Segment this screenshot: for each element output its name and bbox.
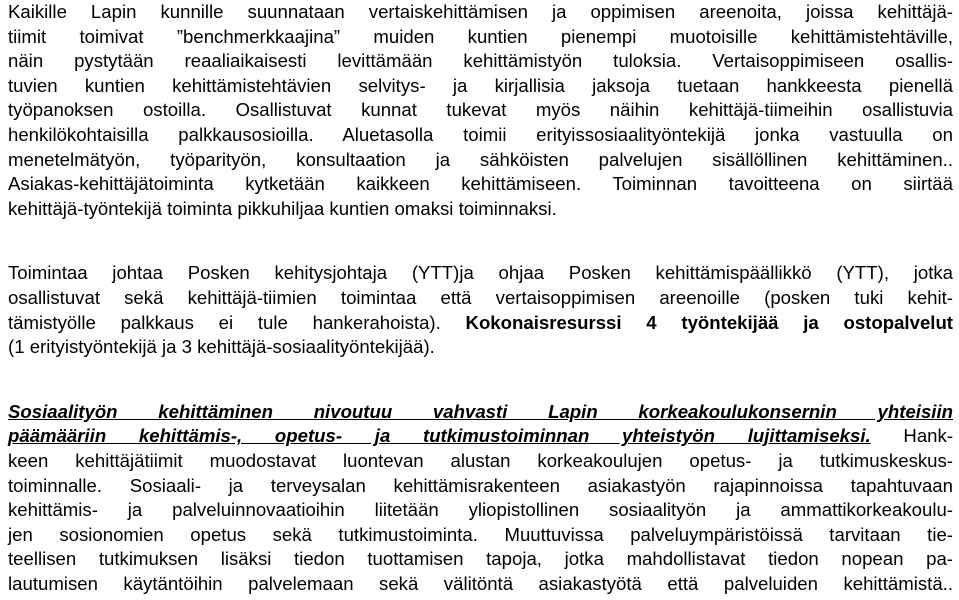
emphasized-heading-text: päämääriin kehittämis-, opetus- ja tutkimustoiminnan yhteistyön lujittamiseksi. <box>8 425 871 447</box>
text-line: keen kehittäjätiimit muodostavat luontevan alustan korkeakoulujen opetus- ja tutkimuskeskus- <box>8 449 953 471</box>
paragraph-3 <box>8 400 953 597</box>
text-line: päämääriin kehittämis-, opetus- ja tutkimustoiminnan yhteistyön lujittamiseksi. Hank- <box>8 425 954 447</box>
text-line: tuvien kuntien kehittämistehtävien selvitys- ja kirjallisia jaksoja tuetaan hankkeesta pienellä <box>8 74 953 96</box>
bold-resource-text: Kokonaisresurssi 4 työntekijää ja ostopalvelut <box>465 311 953 333</box>
text-line: kehittämis- ja palveluinnovaatioihin liitetään yliopistollinen sosiaalityön ja ammattikorkeakoulu- <box>8 499 953 521</box>
paragraph-1 <box>8 0 953 221</box>
text-line: teellisen tutkimuksen lisäksi tiedon tuottamisen tapoja, jotka mahdollistavat tiedon nopean pa- <box>8 548 953 570</box>
text-line: osallistuvat sekä kehittäjä-tiimien toimintaa että vertaisoppimisen areenoille (posken tuki kehit- <box>8 286 953 308</box>
text-line: Toimintaa johtaa Posken kehitysjohtaja (YTT)ja ohjaa Posken kehittämispäällikkö (YTT), jotka <box>8 262 953 284</box>
text-line: Asiakas-kehittäjätoiminta kytketään kaikkeen kehittämiseen. Toiminnan tavoitteena on siirtää <box>8 173 953 195</box>
emphasized-heading-text: Sosiaalityön kehittäminen nivoutuu vahvasti Lapin korkeakoulukonsernin yhteisiin <box>8 400 953 422</box>
text-line: työpanoksen ostoilla. Osallistuvat kunnat tukevat myös näihin kehittäjä-tiimeihin osallistuvia <box>8 99 953 121</box>
text-line: kehittäjä-työntekijä toiminta pikkuhiljaa kuntien omaksi toiminnaksi. <box>8 197 557 219</box>
text-line: henkilökohtaisilla palkkausosioilla. Aluetasolla toimii erityissosiaalityöntekijä jonka vastuulla on <box>8 123 953 145</box>
text-line: lautumisen käytäntöihin palvelemaan sekä välitöntä asiakastyötä että palveluiden kehittämistä.. <box>8 572 953 594</box>
text-line: tämistyölle palkkaus ei tule hankerahoista). Kokonaisresurssi 4 työntekijää ja ostopalvelut <box>8 311 953 333</box>
text-line: näin pystytään reaaliaikaisesti levittämään kehittämistyön tuloksia. Vertaisoppimiseen osallis- <box>8 50 953 72</box>
paragraph-gap <box>8 221 953 261</box>
document-page <box>8 0 953 596</box>
text-line: Kaikille Lapin kunnille suunnataan vertaiskehittämisen ja oppimisen areenoita, joissa kehittäjä- <box>8 1 953 22</box>
paragraph-2 <box>8 261 953 359</box>
text-line: menetelmätyön, työparityön, konsultaation ja sähköisten palvelujen sisällöllinen kehittäminen.. <box>8 148 953 170</box>
text-line: (1 erityistyöntekijä ja 3 kehittäjä-sosiaalityöntekijää). <box>8 336 435 358</box>
text-line <box>8 400 953 425</box>
paragraph-gap <box>8 360 953 400</box>
text-line: jen sosionomien opetus sekä tutkimustoiminta. Muuttuvissa palveluympäristöissä tarvitaan tie- <box>8 523 953 545</box>
text-line: tiimit toimivat ”benchmerkkaajina” muiden kuntien pienempi muotoisille kehittämistehtäville, <box>8 25 953 47</box>
text-line: toiminnalle. Sosiaali- ja terveysalan kehittämisrakenteen asiakastyön rajapinnoissa tapahtuvaan <box>8 474 953 496</box>
